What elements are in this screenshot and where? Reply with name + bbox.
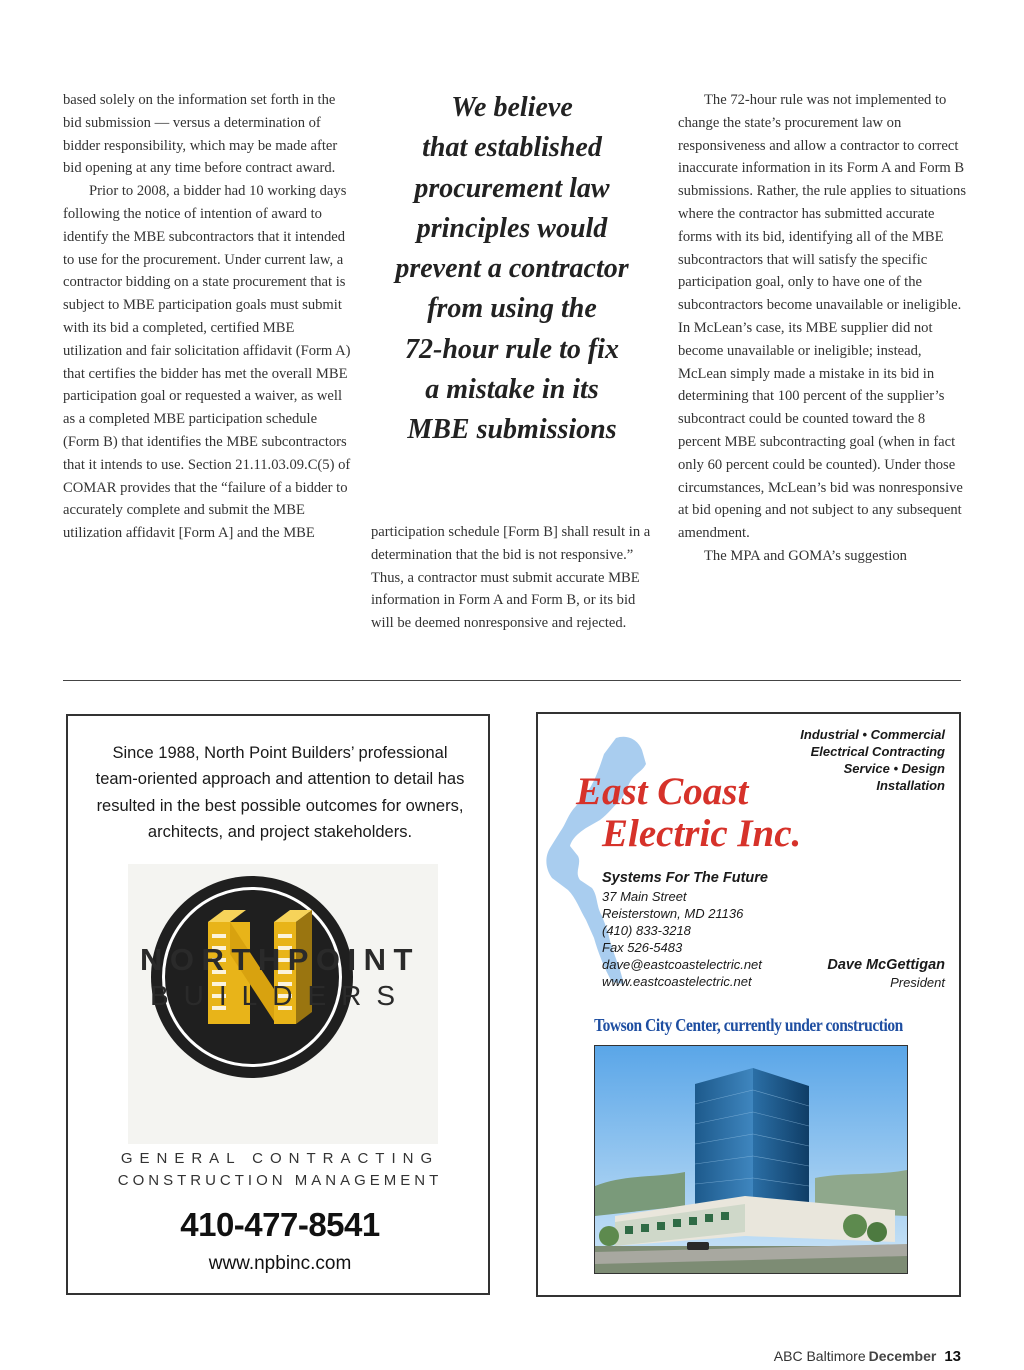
publication-name: ABC Baltimore [773,1348,866,1364]
blurb-line: team-oriented approach and attention to detail has [95,770,465,789]
blurb-line: resulted in the best possible outcomes for owners, [96,796,464,815]
paragraph: Prior to 2008, a bidder had 10 working days following the notice of intention of award to identify the MBE subcontractors that it intended to use for the procurement. Under current law, a contractor bidding on a state procurement that is subject to MBE participation goals must submit with its bid a completed, certified MBE utilization and fair solicitation affidavit (Form A) that certifies the bidder has met the overall MBE participation goal or requested a waiver, as well as a completed MBE participation schedule (Form B) that identifies the MBE subcontractors that it intends to use. Section 21.11.03.09.C(5) of COMAR provides that the “failure of a bidder to accurately complete and submit the MBE utilization affidavit [Form A] and the MBE [63,183,351,542]
pull-quote-line: 72-hour rule to fix [405,333,619,365]
services-line-1: GENERAL CONTRACTING [120,1150,440,1167]
pull-quote-line: a mistake in its [425,374,599,406]
page-footer [774,1348,961,1365]
service-line: Service • Design [843,761,945,776]
contact-person [827,956,945,992]
company-name-line-2: BUILDERS [149,980,411,1011]
website-link[interactable]: www.npbinc.com [208,1253,352,1274]
article-column-3 [678,89,968,568]
building-photo [594,1045,908,1274]
building-rendering-image [595,1046,907,1273]
paragraph: The 72-hour rule was not implemented to change the state’s procurement law on responsiveness and allow a contractor to correct inaccurate information in its Form A and Form B submissions. Rather, the rule applies to situations where the contractor has submitted accurate forms with its bid, identifying all of the MBE subcontractors that will satisfy the specific participation goal, only to have one of the subcontractors become unavailable or ineligible. In McLean’s case, its MBE supplier did not become unavailable or ineligible; instead, McLean simply made a mistake in its bid in determining that 100 percent of the supplier’s subcontract could be counted toward the 8 percent MBE subcontracting goal (when in fact only 60 percent could be counted). Under those circumstances, McLean’s bid was nonresponsive at bid opening and not subject to any subsequent amendment. [678,92,967,542]
article-column-1 [63,89,353,545]
email-link[interactable]: dave@eastcoastelectric.net [602,957,762,972]
service-line: Electrical Contracting [810,744,945,759]
contact-name: Dave McGettigan [827,957,945,973]
ad-blurb [88,740,472,845]
services-list [800,726,945,794]
company-name-line-1: East Coast [576,770,749,813]
page-number: 13 [944,1348,961,1365]
pull-quote-line: We believe [451,92,573,123]
address-line: Reisterstown, MD 21136 [602,906,744,921]
services-line-2: CONSTRUCTION MANAGEMENT [117,1172,443,1189]
company-name-line-1: NORTHPOINT [140,942,420,977]
pull-quote-line: prevent a contractor [395,253,629,285]
blurb-line: architects, and project stakeholders. [147,822,413,841]
issue-month: December [868,1348,937,1364]
blurb-line: Since 1988, North Point Builders’ professional [112,744,448,762]
tagline: Systems For The Future [602,870,768,886]
pull-quote-line: principles would [416,212,608,244]
pull-quote-line: MBE submissions [407,414,617,446]
paragraph: The MPA and GOMA’s suggestion [704,547,907,564]
paragraph: based solely on the information set forth in the bid submission — versus a determination of bidder responsibility, which may be made after bid opening at any time before contract award. [63,92,338,177]
section-divider [63,680,961,681]
service-line: Industrial • Commercial [800,727,945,742]
company-name-line-2: Electric Inc. [602,812,802,855]
pull-quote-line: from using the [427,293,597,325]
paragraph: participation schedule [Form B] shall result in a determination that the bid is not responsive.” Thus, a contractor must submit accurate MBE information in Form A and Form B, or its bid will be deemed nonresponsive and rejected. [371,524,651,632]
contact-title: President [890,975,945,990]
fax-number: Fax 526-5483 [602,940,683,955]
pull-quote-line: that established [422,132,602,164]
address-line: 37 Main Street [602,889,687,904]
website-link[interactable]: www.eastcoastelectric.net [602,974,752,989]
pull-quote [378,88,646,451]
phone-number: 410-477-8541 [180,1206,380,1243]
east-coast-electric-advertisement [536,712,961,1297]
pull-quote-line: procurement law [414,172,610,204]
contact-block [602,869,768,990]
service-line: Installation [876,778,945,793]
northpoint-advertisement [66,714,490,1295]
phone-number: (410) 833-3218 [602,923,691,938]
photo-caption: Towson City Center, currently under construction [594,1015,903,1035]
article-column-2 [371,521,661,635]
